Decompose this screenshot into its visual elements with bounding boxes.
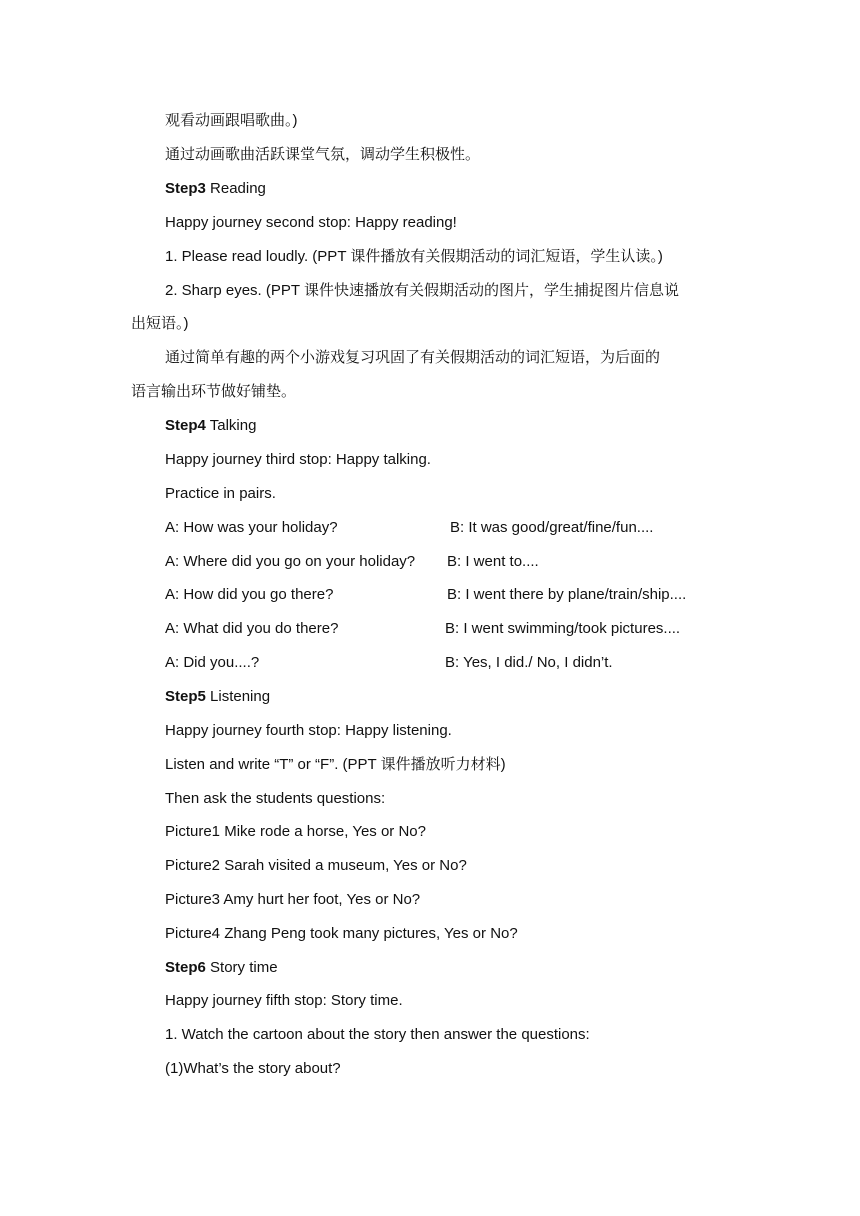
- dialog-a: A: Did you....?: [165, 654, 260, 671]
- text-line: 1. Watch the cartoon about the story then answer the questions:: [165, 1026, 590, 1043]
- dialog-row: [0, 617, 860, 641]
- step-title: Reading: [205, 180, 266, 197]
- dialog-b: B: Yes, I did./ No, I didn’t.: [445, 654, 613, 671]
- text-line: 观看动画跟唱歌曲。): [165, 112, 298, 129]
- picture-question: Picture2 Sarah visited a museum, Yes or No?: [165, 857, 467, 874]
- text-line: Happy journey fourth stop: Happy listening.: [165, 722, 452, 739]
- dialog-b: B: I went to....: [447, 553, 539, 570]
- step-title: Story time: [205, 959, 278, 976]
- dialog-a: A: How was your holiday?: [165, 519, 338, 536]
- text-line: Happy journey third stop: Happy talking.: [165, 451, 431, 468]
- text-line: 语言输出环节做好铺垫。: [131, 383, 297, 400]
- picture-question: Picture1 Mike rode a horse, Yes or No?: [165, 823, 426, 840]
- text-line: 1. Please read loudly. (PPT 课件播放有关假期活动的词汇短语，学生认读。): [165, 248, 663, 265]
- text-line: Listen and write “T” or “F”. (PPT 课件播放听力材料): [165, 756, 506, 773]
- picture-question: Picture4 Zhang Peng took many pictures, Yes or No?: [165, 925, 518, 942]
- text-line: Then ask the students questions:: [165, 790, 386, 807]
- text-line: (1)What’s the story about?: [165, 1060, 341, 1077]
- step-label: Step3: [165, 180, 206, 197]
- dialog-a: A: Where did you go on your holiday?: [165, 553, 416, 570]
- picture-question: Picture3 Amy hurt her foot, Yes or No?: [165, 891, 421, 908]
- dialog-row: [0, 651, 860, 675]
- text-line: Practice in pairs.: [165, 485, 276, 502]
- step3-heading: [0, 177, 860, 201]
- dialog-b: B: I went there by plane/train/ship....: [447, 586, 687, 603]
- dialog-row: [0, 516, 860, 540]
- step4-heading: [0, 414, 860, 438]
- text-line: 通过动画歌曲活跃课堂气氛，调动学生积极性。: [165, 146, 481, 163]
- step-label: Step6: [165, 959, 206, 976]
- dialog-row: [0, 583, 860, 607]
- dialog-b: B: It was good/great/fine/fun....: [450, 519, 654, 536]
- step-label: Step4: [165, 417, 206, 434]
- dialog-a: A: How did you go there?: [165, 586, 334, 603]
- dialog-b: B: I went swimming/took pictures....: [445, 620, 681, 637]
- text-line: 通过简单有趣的两个小游戏复习巩固了有关假期活动的词汇短语，为后面的: [165, 349, 661, 366]
- step-title: Listening: [205, 688, 271, 705]
- text-line: 出短语。): [131, 315, 189, 332]
- dialog-row: [0, 550, 860, 574]
- text-line: Happy journey second stop: Happy reading!: [165, 214, 457, 231]
- step-title: Talking: [205, 417, 257, 434]
- text-line: 2. Sharp eyes. (PPT 课件快速播放有关假期活动的图片，学生捕捉图片信息说: [165, 282, 679, 299]
- dialog-a: A: What did you do there?: [165, 620, 339, 637]
- text-line: Happy journey fifth stop: Story time.: [165, 992, 403, 1009]
- step-label: Step5: [165, 688, 206, 705]
- step5-heading: [0, 685, 860, 709]
- step6-heading: [0, 956, 860, 980]
